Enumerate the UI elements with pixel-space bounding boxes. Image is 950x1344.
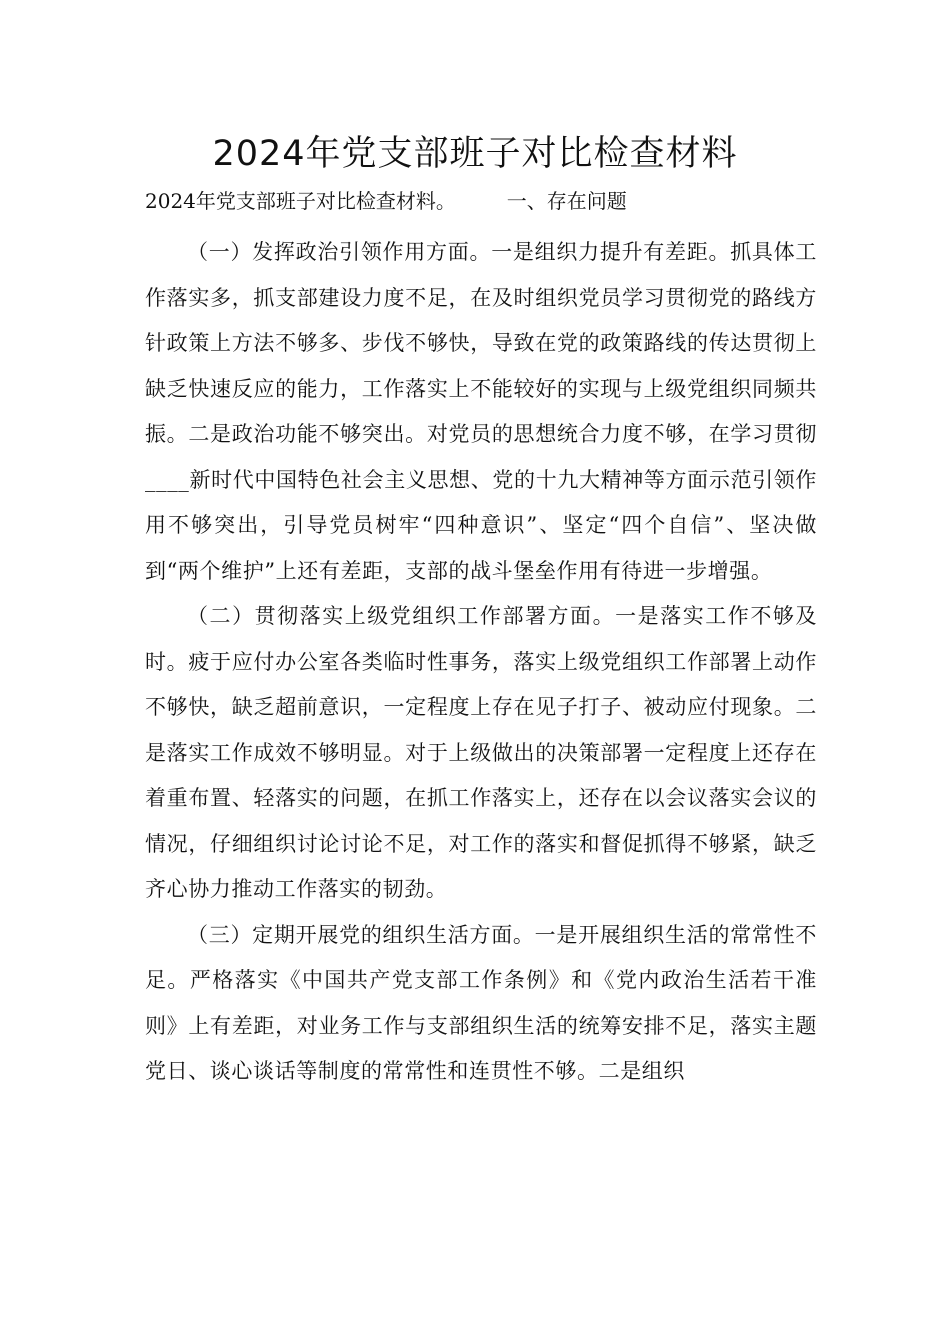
document-body (145, 230, 817, 1095)
paragraph-2: （二）贯彻落实上级党组织工作部署方面。一是落实工作不够及时。疲于应付办公室各类临时性事务，落实上级党组织工作部署上动作不够快，缺乏超前意识，一定程度上存在见子打子、被动应付现象。二是落实工作成效不够明显。对于上级做出的决策部署一定程度上还存在着重布置、轻落实的问题，在抓工作落实上，还存在以会议落实会议的情况，仔细组织讨论讨论不足，对工作的落实和督促抓得不够紧，缺乏齐心协力推动工作落实的韧劲。 (145, 604, 817, 901)
paragraph-1: （一）发挥政治引领作用方面。一是组织力提升有差距。抓具体工作落实多，抓支部建设力度不足，在及时组织党员学习贯彻党的路线方针政策上方法不够多、步伐不够快，导致在党的政策路线的传达贯彻上缺乏快速反应的能力，工作落实上不能较好的实现与上级党组织同频共振。二是政治功能不够突出。对党员的思想统合力度不够，在学习贯彻____新时代中国特色社会主义思想、党的十九大精神等方面示范引领作用不够突出，引导党员树牢“四种意识”、坚定“四个自信”、坚决做到“两个维护”上还有差距，支部的战斗堡垒作用有待进一步增强。 (145, 240, 817, 583)
document-subtitle: 2024年党支部班子对比检查材料。 一、存在问题 (145, 189, 627, 213)
document-title: 2024年党支部班子对比检查材料 (212, 134, 738, 174)
paragraph-3: （三）定期开展党的组织生活方面。一是开展组织生活的常常性不足。严格落实《中国共产党支部工作条例》和《党内政治生活若干准则》上有差距，对业务工作与支部组织生活的统筹安排不足，落实主题党日、谈心谈话等制度的常常性和连贯性不够。二是组织 (145, 922, 817, 1083)
